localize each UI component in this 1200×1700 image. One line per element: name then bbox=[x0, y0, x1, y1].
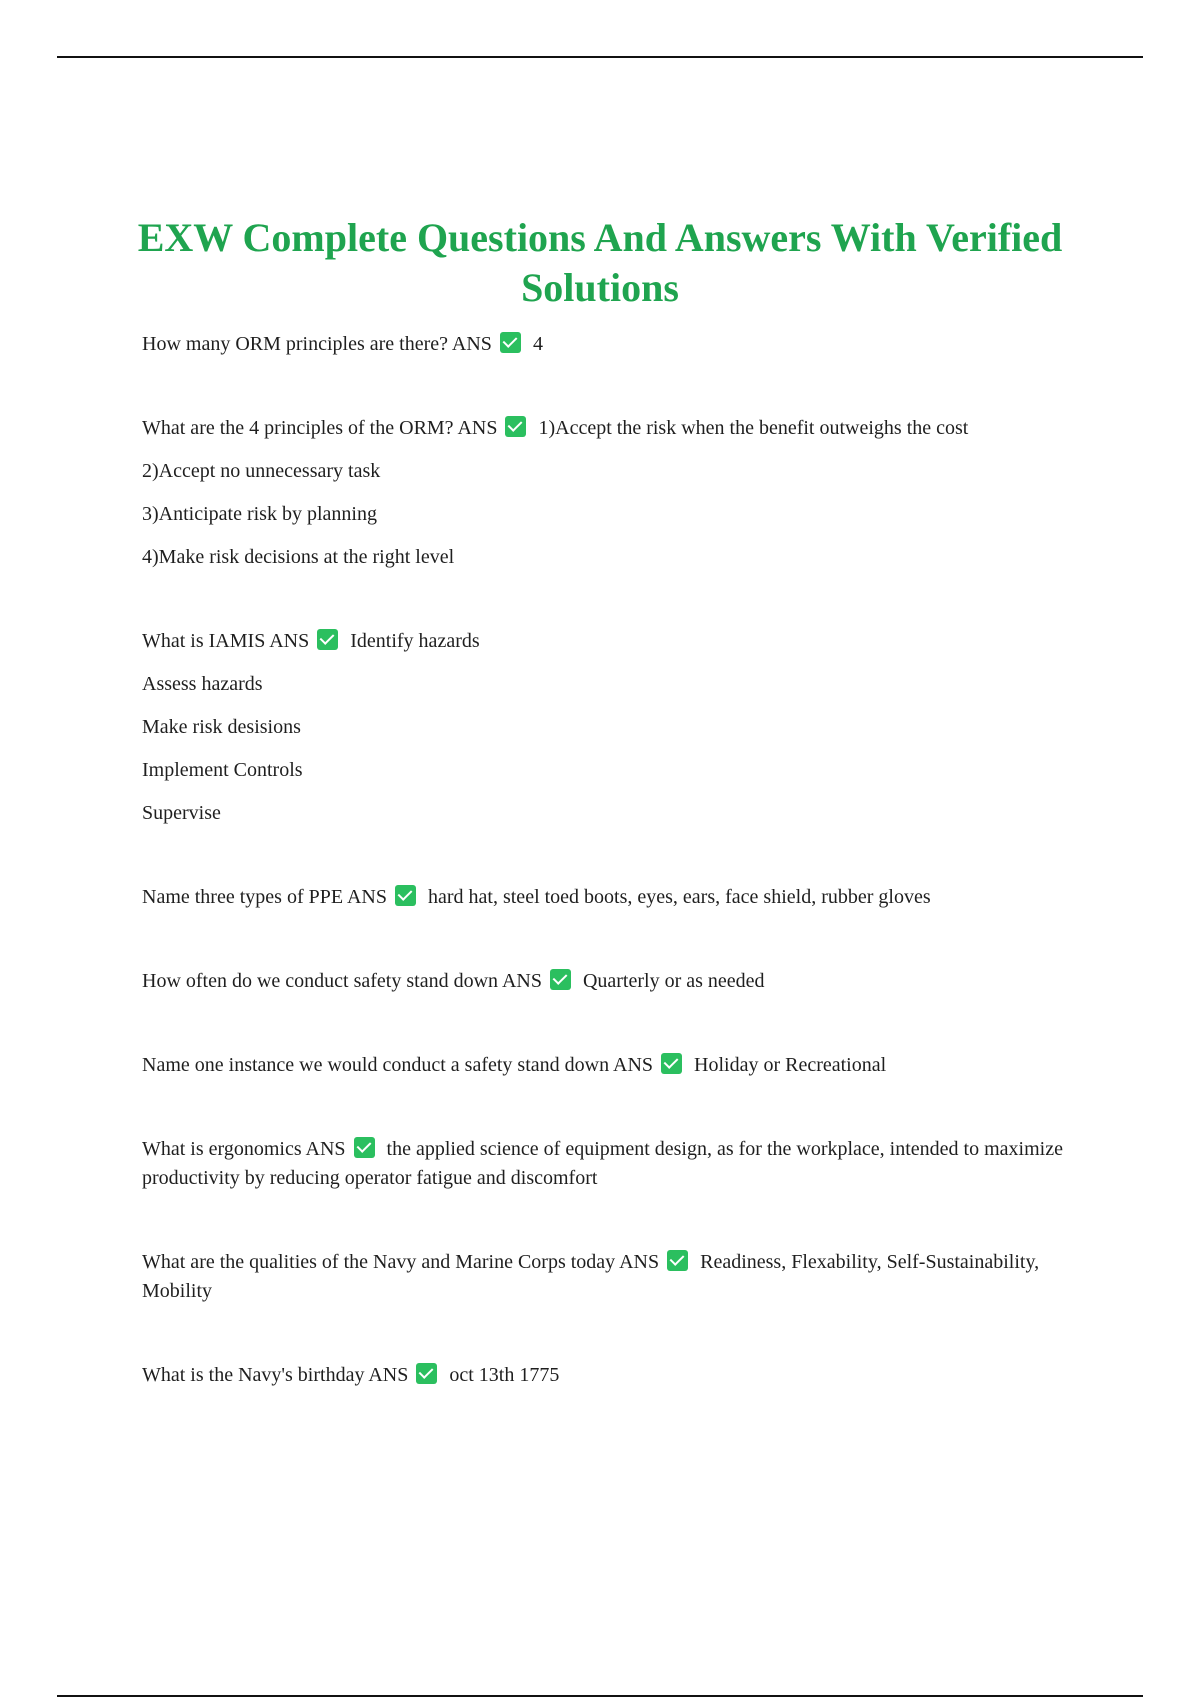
qa-list bbox=[142, 330, 1072, 1390]
qa-item bbox=[142, 1361, 1072, 1390]
question-text: How often do we conduct safety stand down bbox=[142, 970, 499, 992]
checkmark-icon bbox=[661, 1053, 682, 1074]
answer-text: 1)Accept the risk when the benefit outweighs the cost bbox=[538, 417, 969, 439]
qa-first-line bbox=[142, 330, 1072, 359]
checkmark-icon bbox=[550, 969, 571, 990]
answer-continuation-line: Implement Controls bbox=[142, 759, 303, 781]
qa-first-line bbox=[142, 1361, 1072, 1390]
ans-label: ANS bbox=[501, 970, 542, 992]
question-text: What is IAMIS bbox=[142, 630, 266, 652]
answer-text: Quarterly or as needed bbox=[582, 970, 765, 992]
question-text: What are the qualities of the Navy and Marine Corps today bbox=[142, 1251, 616, 1273]
qa-first-line bbox=[142, 967, 1072, 996]
answer-text: oct 13th 1775 bbox=[449, 1364, 560, 1386]
answer-continuation-line: 3)Anticipate risk by planning bbox=[142, 503, 377, 525]
top-divider bbox=[57, 56, 1143, 58]
checkmark-icon bbox=[500, 332, 521, 353]
ans-label: ANS bbox=[305, 1138, 346, 1160]
answer-text: 4 bbox=[532, 333, 543, 355]
answer-continuation-line: Supervise bbox=[142, 802, 221, 824]
qa-item bbox=[142, 1051, 1072, 1080]
question-text: How many ORM principles are there? bbox=[142, 333, 449, 355]
checkmark-icon bbox=[354, 1137, 375, 1158]
checkmark-icon bbox=[395, 885, 416, 906]
answer-continuation-line: 2)Accept no unnecessary task bbox=[142, 460, 381, 482]
ans-label: ANS bbox=[269, 630, 310, 652]
qa-item bbox=[142, 883, 1072, 912]
answer-text: Identify hazards bbox=[350, 630, 480, 652]
checkmark-icon bbox=[416, 1363, 437, 1384]
question-text: What is the Navy's birthday bbox=[142, 1364, 365, 1386]
answer-text: Readiness, Flexability, Self-Sustainability, Mobility bbox=[142, 1251, 1040, 1302]
answer-text: Holiday or Recreational bbox=[694, 1054, 887, 1076]
question-text: Name three types of PPE bbox=[142, 886, 344, 908]
document-title: EXW Complete Questions And Answers With Verified Solutions bbox=[137, 215, 1063, 310]
checkmark-icon bbox=[317, 629, 338, 650]
answer-continuation-line: Assess hazards bbox=[142, 673, 263, 695]
ans-label: ANS bbox=[451, 333, 492, 355]
qa-item bbox=[142, 330, 1072, 359]
qa-first-line bbox=[142, 1135, 1072, 1193]
bottom-divider bbox=[57, 1695, 1143, 1697]
answer-continuation-line: Make risk desisions bbox=[142, 716, 301, 738]
qa-first-line bbox=[142, 627, 1072, 656]
answer-text: the applied science of equipment design, as for the workplace, intended to maximize productivity by reducing operator fatigue and discomfort bbox=[142, 1138, 1063, 1189]
qa-item bbox=[142, 1248, 1072, 1306]
qa-first-line bbox=[142, 1248, 1072, 1306]
answer-text: hard hat, steel toed boots, eyes, ears, face shield, rubber gloves bbox=[428, 886, 931, 908]
question-text: Name one instance we would conduct a safety stand down bbox=[142, 1054, 610, 1076]
question-text: What are the 4 principles of the ORM? bbox=[142, 417, 454, 439]
ans-label: ANS bbox=[613, 1054, 654, 1076]
checkmark-icon bbox=[667, 1250, 688, 1271]
qa-first-line bbox=[142, 414, 1072, 443]
qa-item bbox=[142, 414, 1072, 572]
answer-continuation-line: 4)Make risk decisions at the right level bbox=[142, 546, 455, 568]
qa-first-line bbox=[142, 1051, 1072, 1080]
qa-item bbox=[142, 967, 1072, 996]
ans-label: ANS bbox=[368, 1364, 409, 1386]
qa-item bbox=[142, 1135, 1072, 1193]
ans-label: ANS bbox=[457, 417, 498, 439]
question-text: What is ergonomics bbox=[142, 1138, 302, 1160]
checkmark-icon bbox=[505, 416, 526, 437]
ans-label: ANS bbox=[619, 1251, 660, 1273]
ans-label: ANS bbox=[346, 886, 387, 908]
qa-item bbox=[142, 627, 1072, 828]
qa-first-line bbox=[142, 883, 1072, 912]
